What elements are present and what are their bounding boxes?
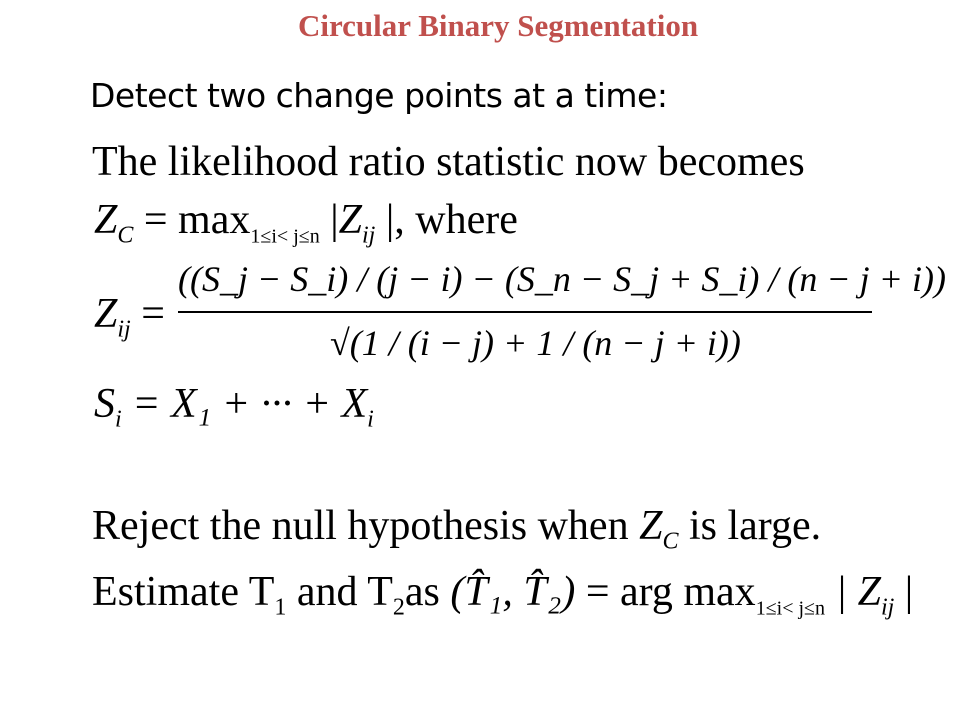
zc-definition xyxy=(94,196,518,249)
estimate-and: and T xyxy=(286,569,393,615)
zij-eq: = xyxy=(141,291,165,337)
si-definition xyxy=(94,380,374,433)
estimate-pair: (T̂₁, T̂₂) xyxy=(450,569,576,615)
zc-var: Z xyxy=(338,197,363,243)
t2-sub: 2 xyxy=(392,594,405,621)
reject-line xyxy=(92,502,822,555)
zij-lhs: Z xyxy=(94,291,118,337)
intro-text: The likelihood ratio statistic now becomes xyxy=(92,139,805,185)
zij-lhs-sub: ij xyxy=(117,316,131,343)
estimate-range: 1≤i< j≤n xyxy=(755,597,826,620)
si-lhs-sub: i xyxy=(115,406,122,433)
estimate-abs: | Z xyxy=(835,569,881,615)
si-lhs: S xyxy=(94,381,115,427)
reject-var-sub: C xyxy=(662,528,679,555)
t1-sub: 1 xyxy=(274,594,287,621)
zc-range: 1≤i< j≤n xyxy=(250,225,320,248)
estimate-abs-close: | xyxy=(894,569,914,615)
slide-title: Circular Binary Segmentation xyxy=(297,8,699,43)
estimate-as: as xyxy=(404,569,440,615)
si-rhs: = X₁ + ··· + X xyxy=(132,381,368,427)
zc-var-sub: ij xyxy=(362,222,376,249)
si-rhs-sub: i xyxy=(367,406,374,433)
estimate-line xyxy=(92,568,914,621)
fraction-bar xyxy=(178,311,872,313)
zc-tail: , where xyxy=(394,197,518,243)
zc-abs-open: | xyxy=(330,197,339,243)
zij-numerator: ((S_j − S_i) / (j − i) − (S_n − S_j + S_i) / (n − j + i)) xyxy=(178,259,946,299)
reject-var: Z xyxy=(639,503,663,549)
zc-abs-close: | xyxy=(385,197,395,243)
zc-lhs-sub: C xyxy=(117,222,134,249)
reject-text-before: Reject the null hypothesis when xyxy=(92,503,640,549)
estimate-abs-sub: ij xyxy=(880,594,895,621)
zij-denominator: √(1 / (i − j) + 1 / (n − j + i)) xyxy=(330,323,741,363)
zij-lhs-group xyxy=(94,290,165,343)
zc-lhs: Z xyxy=(94,197,118,243)
zc-eq: = max xyxy=(143,197,251,243)
estimate-text: Estimate T xyxy=(92,569,275,615)
estimate-eq: = arg max xyxy=(585,569,756,615)
slide-subtitle: Detect two change points at a time: xyxy=(90,76,668,115)
reject-text-after: is large. xyxy=(678,503,822,549)
